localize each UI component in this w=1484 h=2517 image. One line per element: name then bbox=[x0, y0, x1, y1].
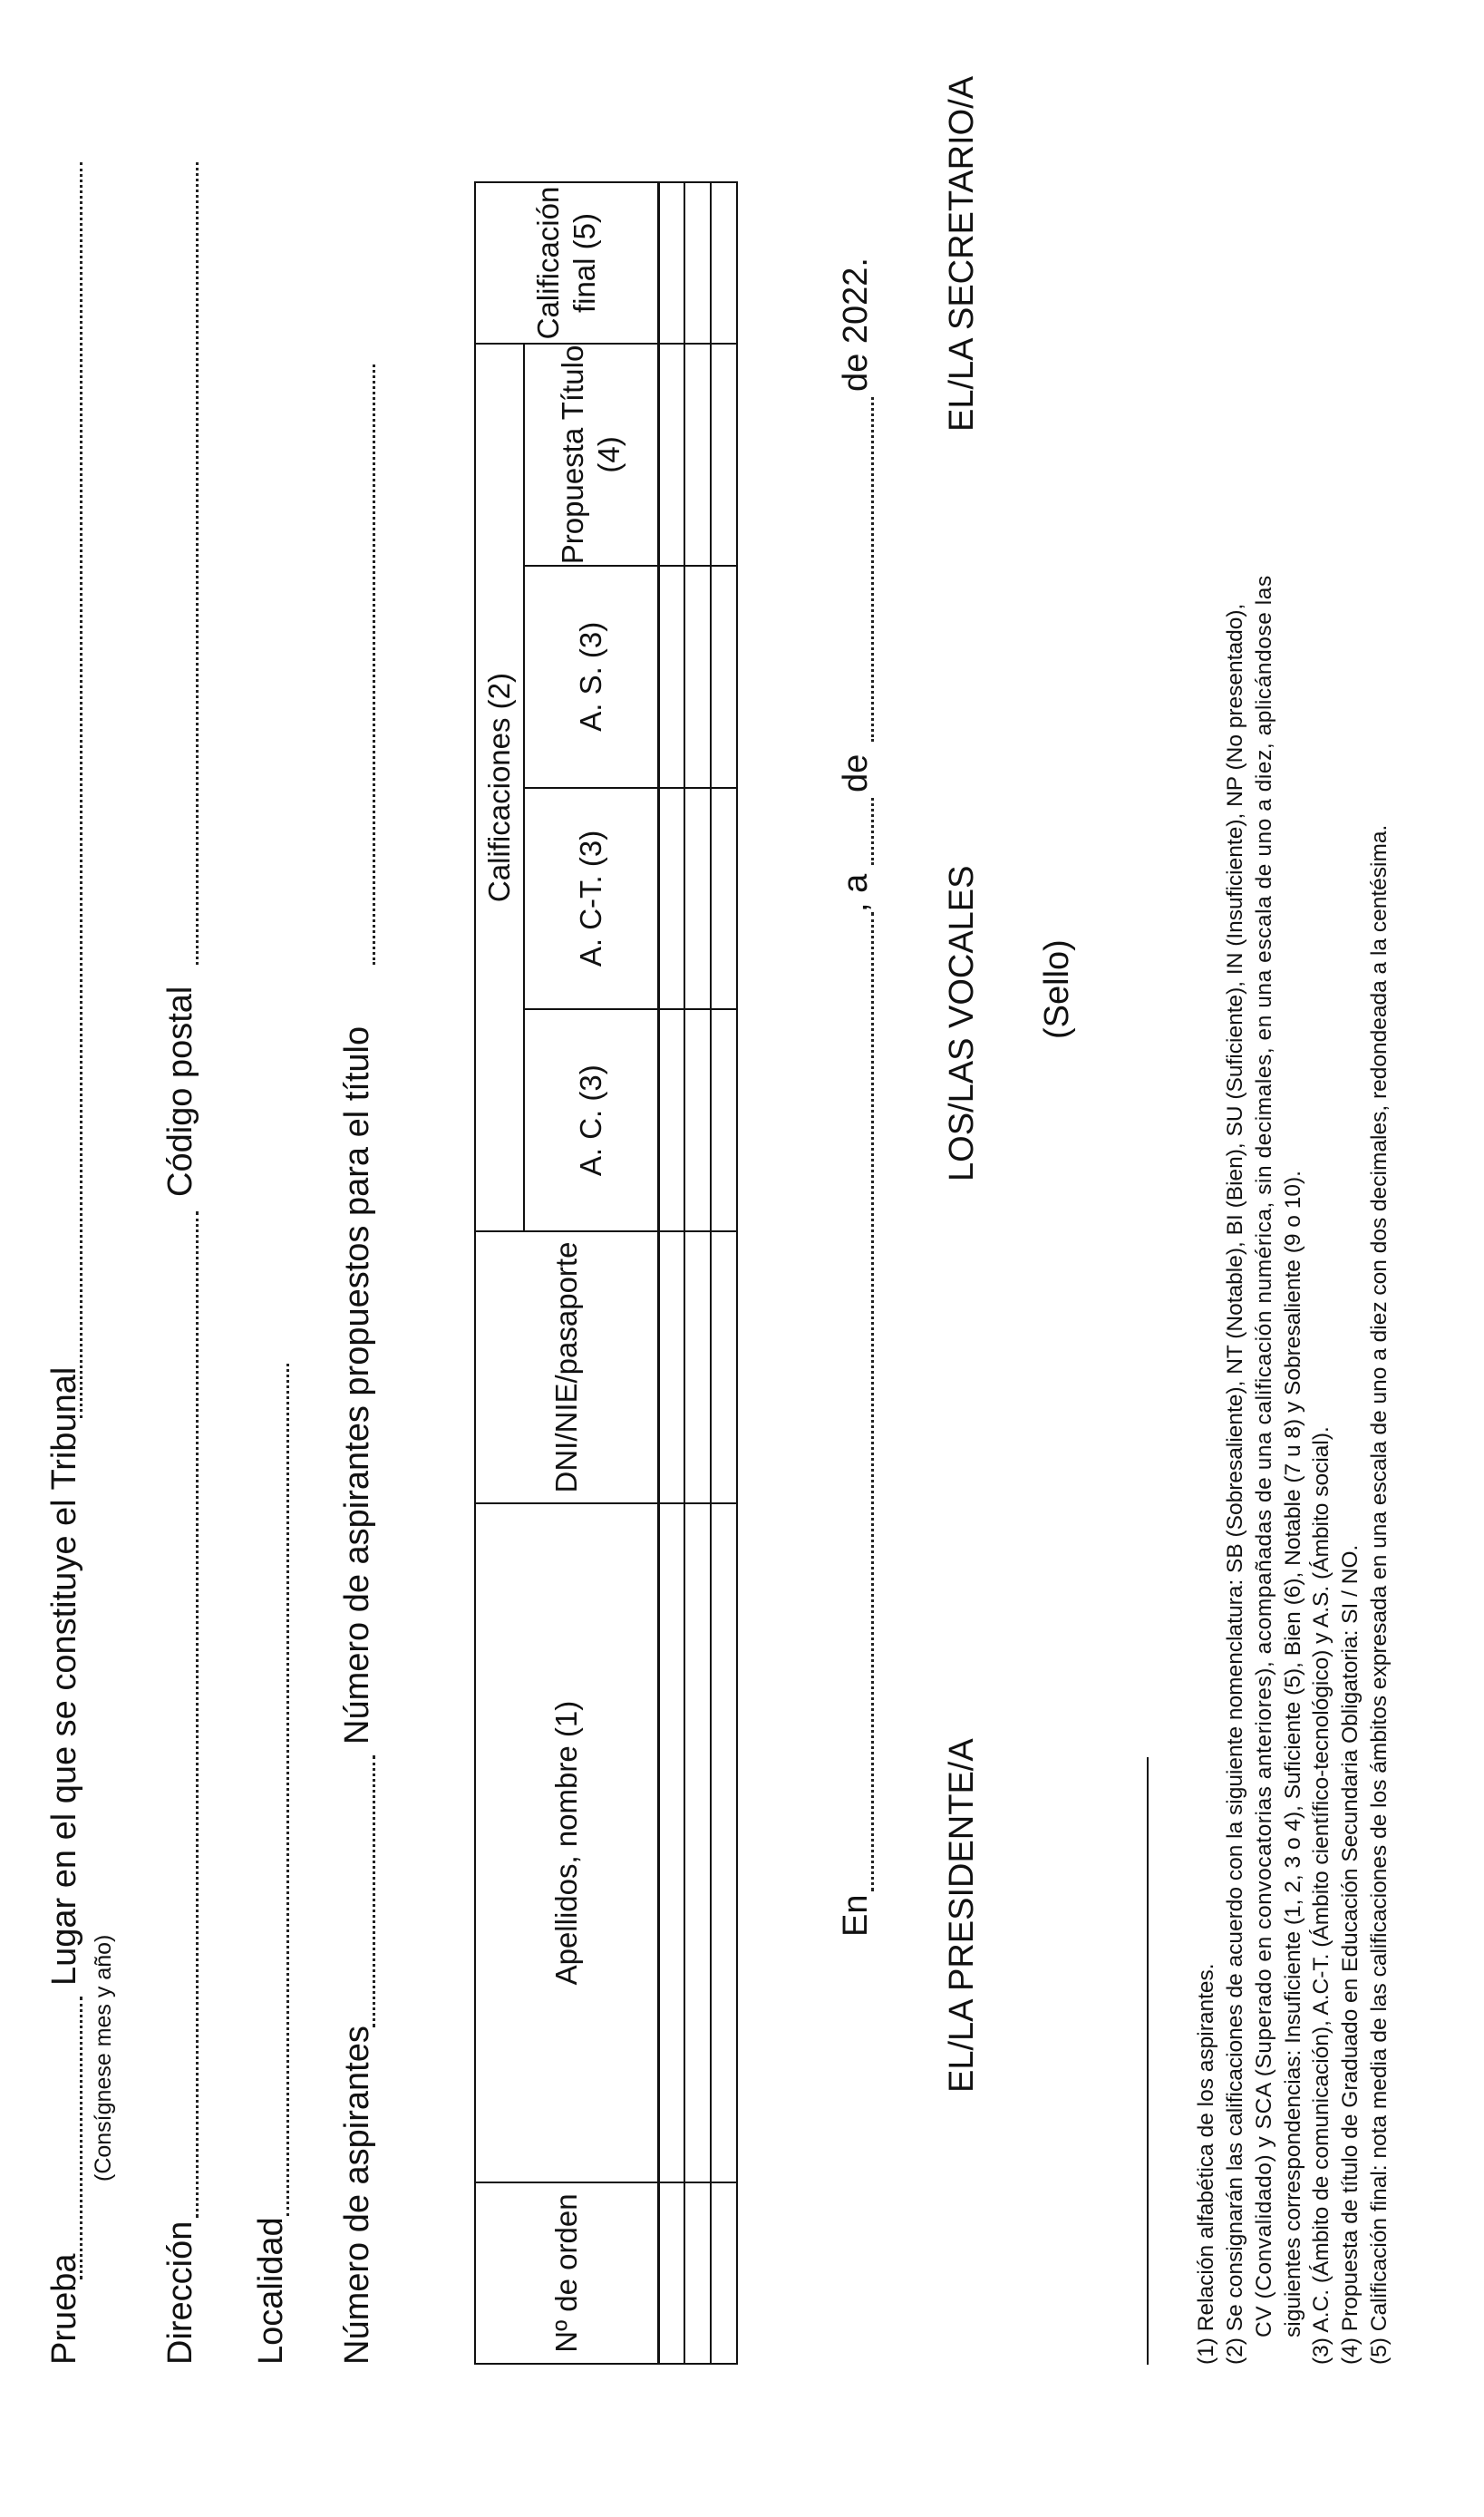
sig-sello: (Sello) bbox=[1038, 939, 1076, 1039]
table-cell bbox=[684, 566, 711, 788]
col-dni-header: DNI/NIE/pasaporte bbox=[475, 1231, 658, 1503]
col-final-header: Calificación final (5) bbox=[475, 182, 658, 344]
date-de2: de 2022. bbox=[837, 258, 875, 392]
footnote-3: (3) A.C. (Ámbito de comunicación), A.C-T. (Ámbito científico-tecnológico) y A.S. (Ámbito social). bbox=[1309, 1426, 1334, 2365]
lugar-label: Lugar en el que se constituye el Tribunal bbox=[45, 1366, 83, 1986]
footnote-2-cont: siguientes correspondencias: Insuficiente (1, 2, 3 o 4), Suficiente (5), Bien (6), Notable (7 u 8) y Sobresaliente (9 o 10). bbox=[1280, 1171, 1305, 2337]
table-cell bbox=[658, 2182, 684, 2364]
table-cell bbox=[684, 344, 711, 566]
direccion-label: Dirección bbox=[161, 2221, 199, 2365]
table-cell bbox=[658, 1231, 684, 1503]
table-cell bbox=[658, 788, 684, 1010]
footnote-2-cont: CV (Convalidado) y SCA (Superado en convocatorias anteriores), acompañadas de una calificación numérica, sin decimales, en una escala de uno a diez, aplicándose las bbox=[1251, 575, 1276, 2337]
table-cell bbox=[711, 2182, 737, 2364]
footnote-2: (2) Se consignarán las calificaciones de acuerdo con la siguiente nomenclatura: SB (Sobresaliente), NT (Notable), BI (Bien), SU (Suficiente), IN (Insuficiente), NP (No presentado), bbox=[1222, 603, 1247, 2365]
direccion-dots bbox=[196, 1211, 199, 2218]
table-cell bbox=[684, 1503, 711, 2182]
sig-vocales: LOS/LAS VOCALES bbox=[943, 865, 981, 1181]
footnote-4: (4) Propuesta de título de Graduado en Educación Secundaria Obligatoria: SI / NO. bbox=[1338, 1544, 1363, 2365]
table-cell bbox=[711, 182, 737, 344]
table-cell bbox=[711, 1009, 737, 1231]
calificaciones-table bbox=[474, 181, 738, 2365]
footnote-5: (5) Calificación final: nota media de las calificaciones de los ámbitos expresada en una escala de uno a diez con dos decimales, redondeada a la centésima. bbox=[1367, 824, 1392, 2365]
table-cell bbox=[658, 344, 684, 566]
col-propuesta-header: Propuesta Título (4) bbox=[524, 344, 658, 566]
date-de1: de bbox=[837, 753, 875, 792]
table-cell bbox=[658, 1503, 684, 2182]
table-cell bbox=[658, 182, 684, 344]
num-aspirantes-dots bbox=[373, 1755, 375, 2027]
num-aspirantes-label: Número de aspirantes bbox=[338, 2026, 376, 2365]
notes-separator bbox=[1147, 1757, 1149, 2365]
localidad-label: Localidad bbox=[252, 2217, 290, 2365]
consignese-hint: (Consígnese mes y año) bbox=[91, 1934, 116, 2182]
codigo-postal-dots bbox=[196, 162, 199, 965]
prueba-dots bbox=[80, 1997, 82, 2279]
table-cell bbox=[711, 1231, 737, 1503]
codigo-postal-label: Código postal bbox=[161, 986, 199, 1197]
prueba-label: Prueba bbox=[45, 2253, 83, 2365]
table-cell bbox=[684, 2182, 711, 2364]
date-a: , a bbox=[837, 873, 875, 912]
table-cell bbox=[684, 182, 711, 344]
num-propuestos-dots bbox=[373, 364, 375, 965]
table-cell bbox=[684, 1231, 711, 1503]
table-row bbox=[658, 182, 684, 2364]
footnote-1: (1) Relación alfabética de los aspirantes. bbox=[1194, 1963, 1218, 2365]
date-en: En bbox=[837, 1894, 875, 1937]
table-cell bbox=[684, 1009, 711, 1231]
table-cell bbox=[658, 1009, 684, 1231]
table-row bbox=[684, 182, 711, 2364]
table-cell bbox=[711, 566, 737, 788]
col-as-header: A. S. (3) bbox=[524, 566, 658, 788]
lugar-dots bbox=[80, 162, 82, 1418]
date-day-dots bbox=[871, 798, 874, 865]
col-act-header: A. C-T. (3) bbox=[524, 788, 658, 1010]
table-cell bbox=[711, 1503, 737, 2182]
num-propuestos-label: Número de aspirantes propuestos para el título bbox=[338, 1025, 376, 1744]
table-cell bbox=[658, 566, 684, 788]
localidad-dots bbox=[286, 1364, 289, 2216]
sig-presidente: EL/LA PRESIDENTE/A bbox=[943, 1738, 981, 2093]
col-apellidos-header: Apellidos, nombre (1) bbox=[475, 1503, 658, 2182]
table-cell bbox=[684, 788, 711, 1010]
calificaciones-group-header: Calificaciones (2) bbox=[475, 344, 524, 1231]
table-row bbox=[711, 182, 737, 2364]
date-place-dots bbox=[871, 912, 874, 1891]
col-orden-header: Nº de orden bbox=[475, 2182, 658, 2364]
table-cell bbox=[711, 344, 737, 566]
sig-secretario: EL/LA SECRETARIO/A bbox=[943, 75, 981, 432]
table-cell bbox=[711, 788, 737, 1010]
col-ac-header: A. C. (3) bbox=[524, 1009, 658, 1231]
date-month-dots bbox=[871, 397, 874, 742]
footnotes bbox=[1192, 170, 1394, 2365]
